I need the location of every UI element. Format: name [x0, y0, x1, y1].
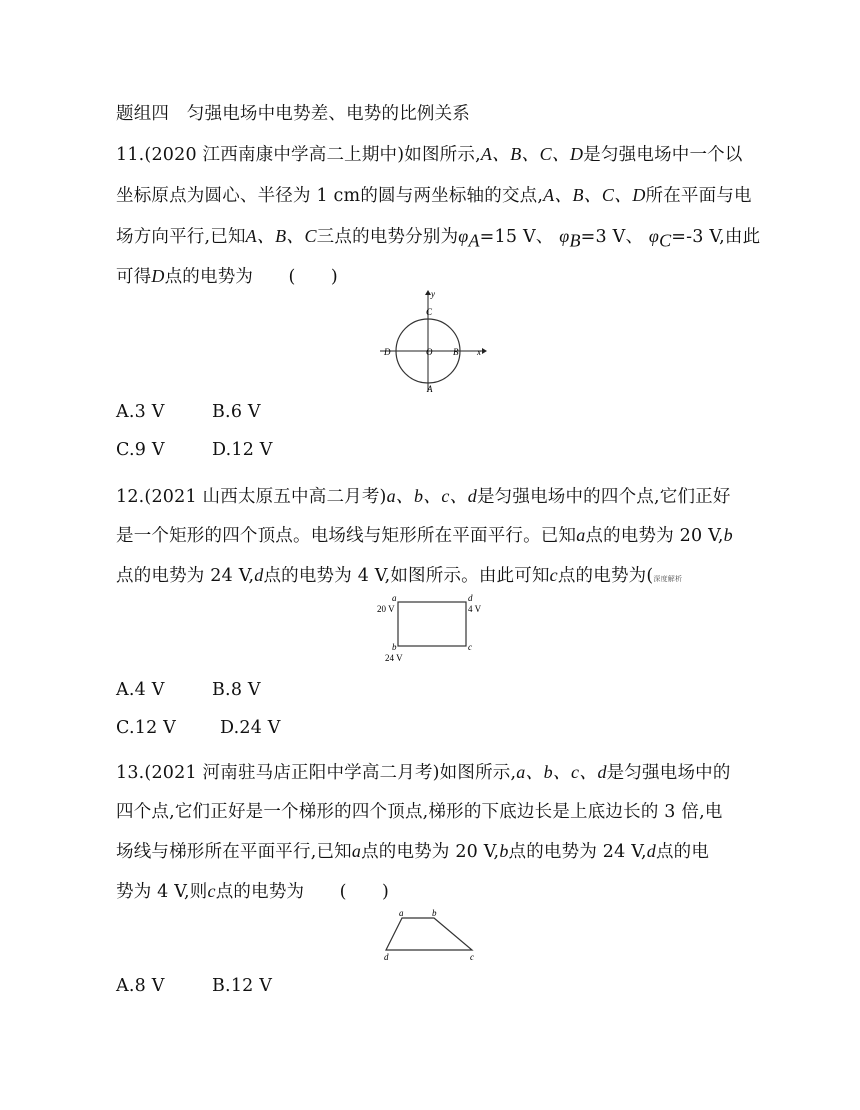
- q12-points: a、b、c、d: [386, 486, 477, 506]
- q13-line-1: [116, 758, 731, 784]
- q12-line-2: [116, 522, 733, 547]
- q13-point-b: b: [499, 841, 509, 861]
- label-b: b: [432, 908, 437, 918]
- q13-text: 点的电势为 20 V,: [361, 842, 500, 862]
- label-b: b: [392, 642, 397, 652]
- q11-line-2: [116, 181, 752, 207]
- phi-symbol: φ: [458, 226, 469, 246]
- label-4v: 4 V: [468, 604, 482, 614]
- q12-line-3: [116, 562, 682, 587]
- phi-b-value: =3 V、: [580, 227, 649, 247]
- q13-point-a: a: [351, 841, 362, 861]
- q13-text: 点的电势为 24 V,: [508, 842, 647, 862]
- label-b: B: [453, 347, 459, 357]
- q12-text: 是一个矩形的四个顶点。电场线与矩形所在平面平行。已知: [116, 526, 577, 546]
- trapezoid: [386, 918, 472, 950]
- q12-option-c: C.12 V: [116, 718, 176, 738]
- q11-points: A、B、C、D: [480, 144, 584, 164]
- q12-rectangle-figure: [372, 590, 492, 664]
- q13-line-4: [116, 878, 389, 903]
- label-c: c: [468, 642, 472, 652]
- q13-text: 场线与梯形所在平面平行,已知: [116, 842, 352, 862]
- q12-point-a: a: [576, 525, 586, 545]
- label-a: a: [392, 593, 397, 603]
- q12-line-1: [116, 482, 731, 508]
- q11-text: 场方向平行,已知: [116, 227, 246, 247]
- q11-points: A、B、C、D: [543, 185, 646, 205]
- section-title: 题组四 匀强电场中电势差、电势的比例关系: [116, 104, 470, 124]
- q13-trapezoid-figure: [378, 906, 488, 966]
- q11-text: 是匀强电场中一个以: [583, 145, 743, 165]
- q11-text: 11.(2020 江西南康中学高二上期中)如图所示,: [116, 145, 481, 165]
- q13-text: 点的电势为 ( ): [215, 882, 390, 902]
- label-c: C: [426, 307, 433, 317]
- rectangle: [398, 602, 466, 646]
- q11-option-a: A.3 V: [116, 402, 165, 422]
- phi-sub-b: B: [569, 230, 581, 251]
- phi-c-value: =-3 V,由此: [671, 227, 761, 247]
- q13-text: 点的电: [655, 842, 710, 862]
- q13-point-c: c: [207, 881, 216, 901]
- q11-line-1: [116, 140, 743, 166]
- q12-option-b: B.8 V: [212, 680, 261, 700]
- label-c: c: [470, 952, 474, 962]
- deep-analysis-tag[interactable]: 深度解析: [653, 575, 683, 583]
- phi-symbol: φ: [559, 226, 570, 246]
- label-a: A: [427, 384, 433, 394]
- q13-option-a: A.8 V: [116, 976, 165, 996]
- q11-point-d: D: [151, 266, 165, 286]
- q12-point-d: d: [254, 565, 264, 585]
- phi-a-value: =15 V、: [479, 227, 560, 247]
- q12-text: 点的电势为 24 V,: [116, 566, 255, 586]
- q11-text: 坐标原点为圆心、半径为 1 cm的圆与两坐标轴的交点,: [116, 186, 544, 206]
- phi-sub-a: A: [468, 230, 480, 251]
- label-d: d: [384, 952, 389, 962]
- q13-text: 是匀强电场中的: [606, 763, 731, 783]
- q12-text: 点的电势为(: [557, 566, 654, 586]
- q12-point-c: c: [549, 565, 558, 585]
- label-a: a: [399, 908, 404, 918]
- q11-points: A、B、C: [245, 226, 317, 246]
- q12-option-a: A.4 V: [116, 680, 165, 700]
- q11-option-b: B.6 V: [212, 402, 261, 422]
- q12-text: 点的电势为 4 V,如图所示。由此可知: [263, 566, 550, 586]
- q11-text: 所在平面与电: [645, 186, 752, 206]
- q11-option-c: C.9 V: [116, 440, 165, 460]
- q13-point-d: d: [646, 841, 656, 861]
- label-o: O: [426, 347, 433, 357]
- q11-option-d: D.12 V: [212, 440, 273, 460]
- q13-text: 13.(2021 河南驻马店正阳中学高二月考)如图所示,: [116, 763, 517, 783]
- q12-option-d: D.24 V: [220, 718, 281, 738]
- q12-text: 是匀强电场中的四个点,它们正好: [476, 487, 731, 507]
- label-y: y: [431, 289, 435, 299]
- x-axis-arrow: [482, 348, 487, 354]
- q11-circle-figure: [370, 288, 490, 394]
- phi-sub-c: C: [659, 230, 672, 251]
- q11-line-3: [116, 222, 760, 252]
- q12-text: 点的电势为 20 V,: [585, 526, 724, 546]
- q12-text: 12.(2021 山西太原五中高二月考): [116, 487, 387, 507]
- q13-text: 势为 4 V,则: [116, 882, 208, 902]
- phi-symbol: φ: [648, 226, 660, 246]
- q11-text: 可得: [116, 267, 152, 287]
- q11-text: 点的电势为 ( ): [164, 267, 338, 287]
- q11-line-4: [116, 263, 338, 288]
- q11-text: 三点的电势分别为: [316, 227, 459, 247]
- label-d: D: [384, 347, 391, 357]
- label-24v: 24 V: [385, 653, 403, 663]
- q13-option-b: B.12 V: [212, 976, 273, 996]
- q13-points: a、b、c、d: [516, 762, 607, 782]
- q13-line-3: [116, 838, 709, 863]
- q13-line-2: [116, 798, 723, 823]
- label-x: x: [477, 347, 481, 357]
- q12-point-b: b: [723, 525, 733, 545]
- label-d: d: [468, 593, 473, 603]
- label-20v: 20 V: [377, 604, 395, 614]
- q13-text: 四个点,它们正好是一个梯形的四个顶点,梯形的下底边长是上底边长的 3 倍,电: [116, 802, 723, 822]
